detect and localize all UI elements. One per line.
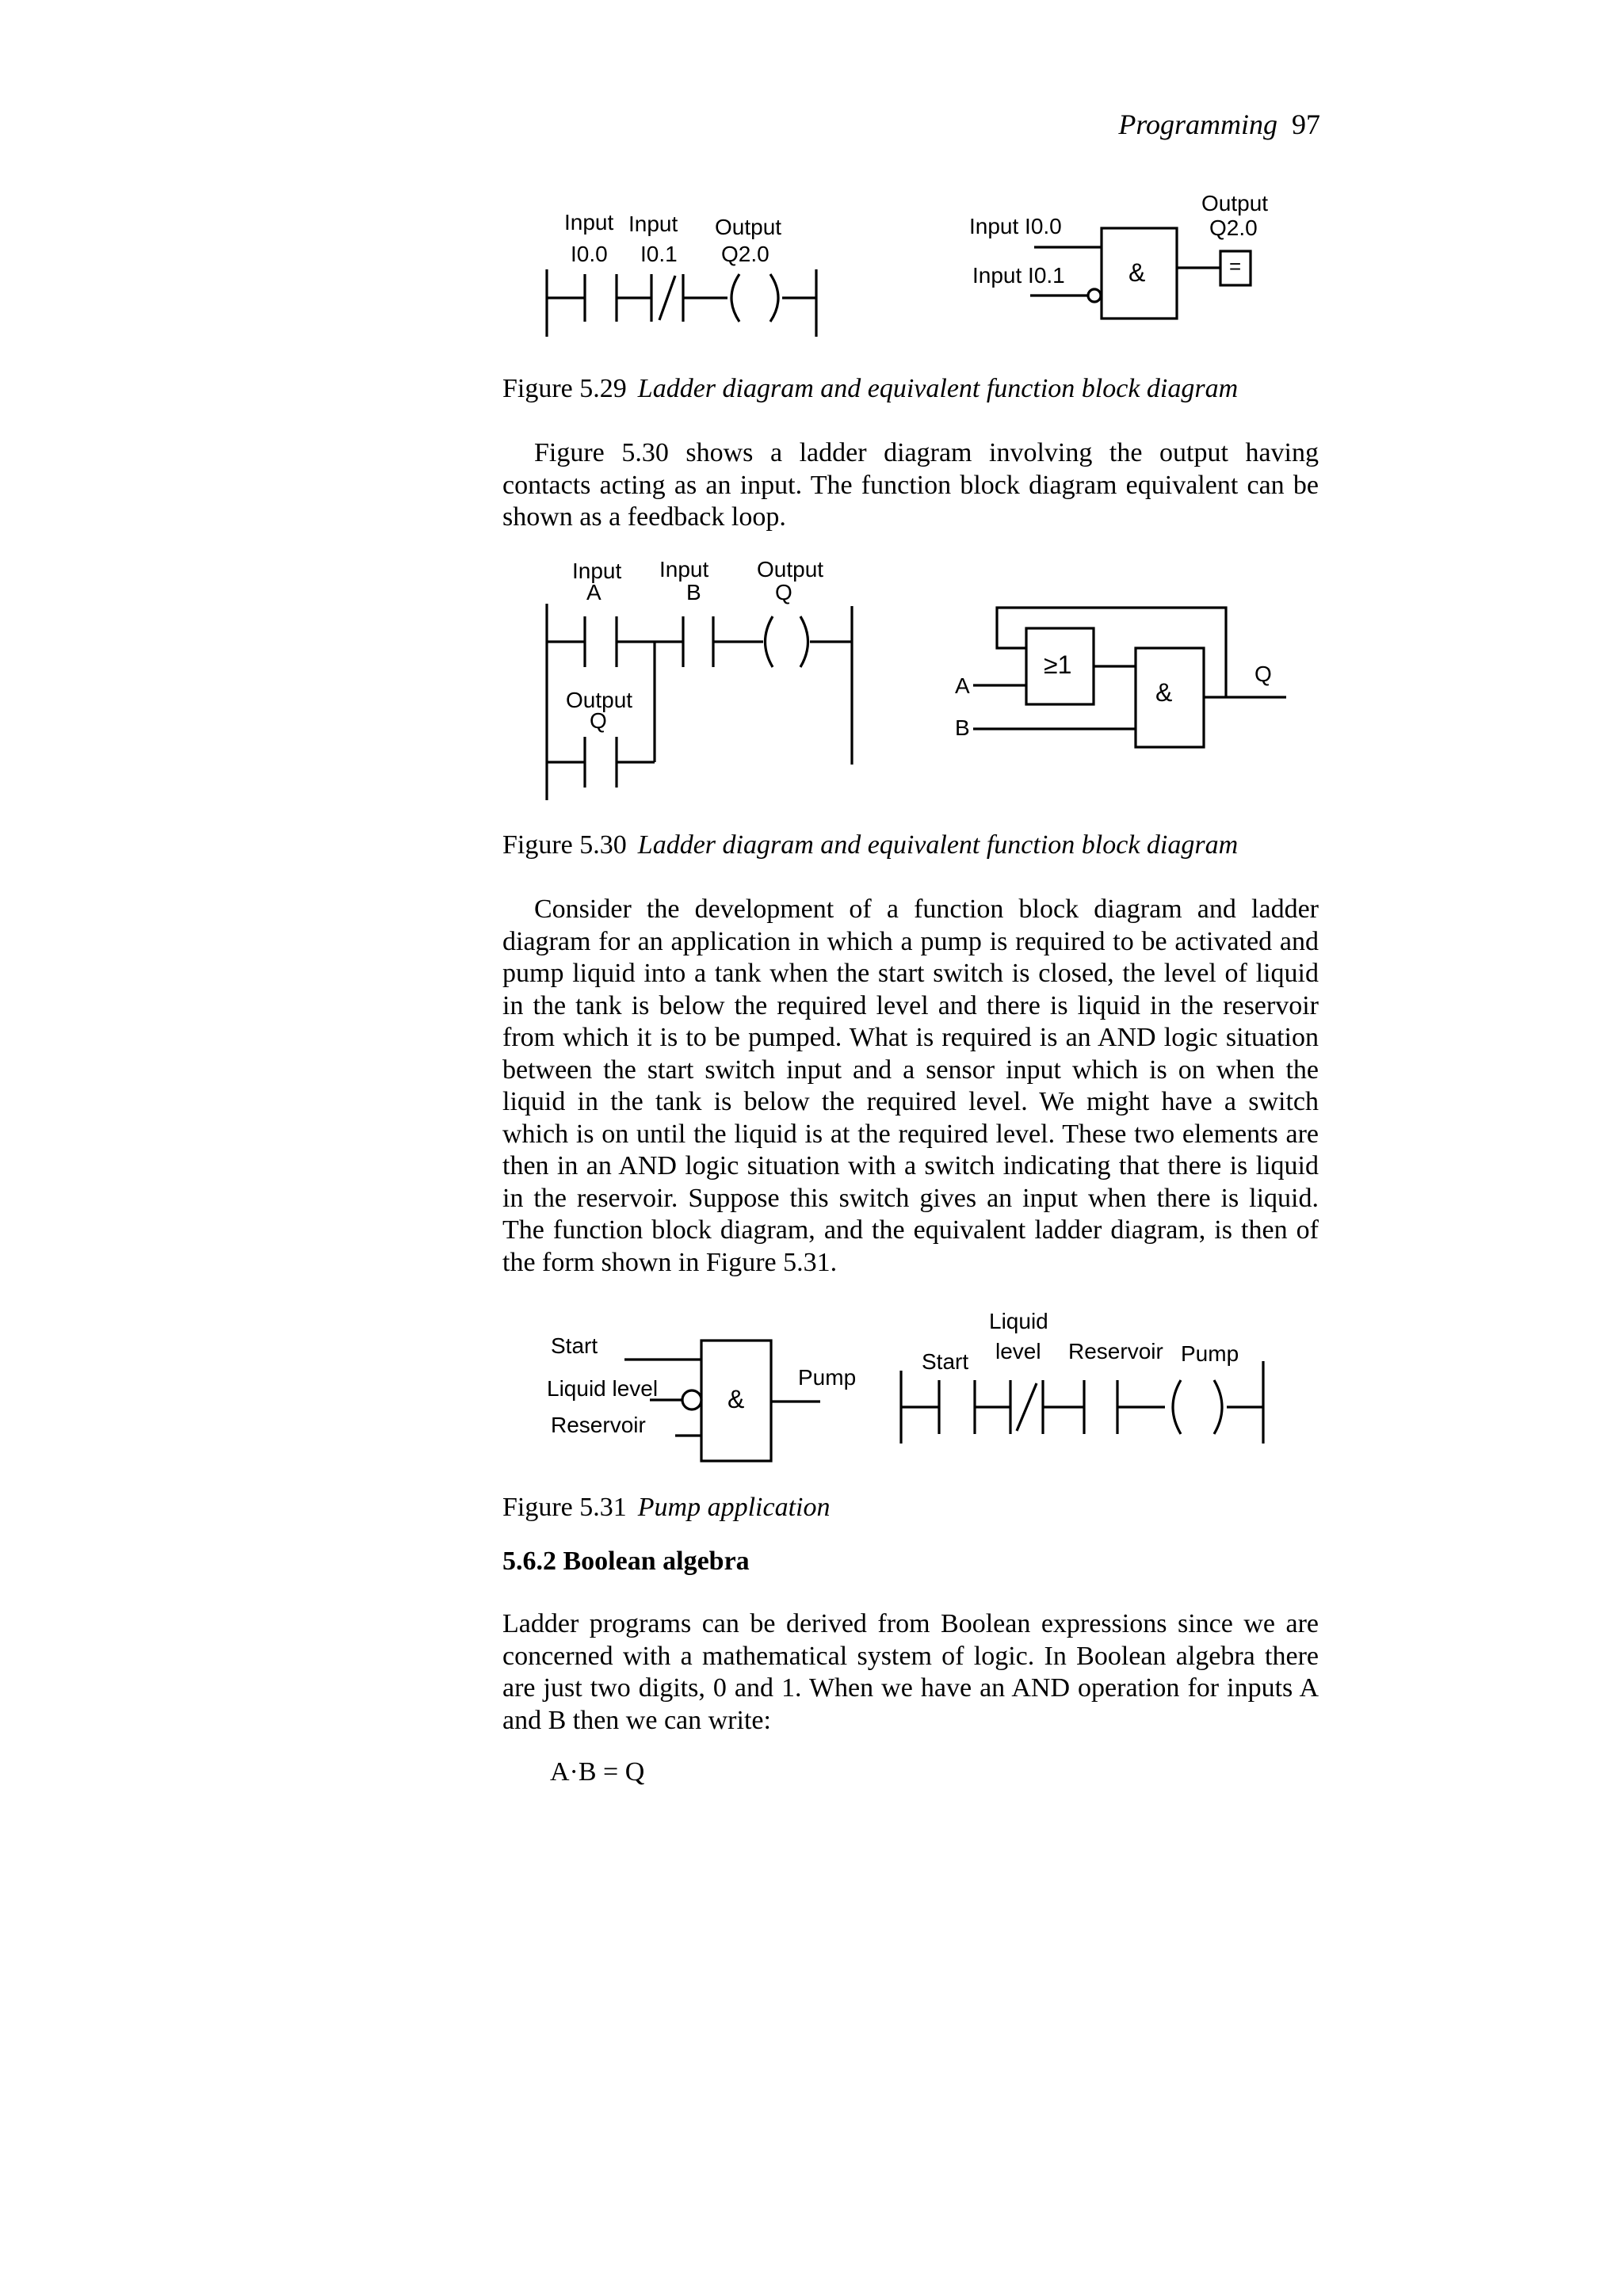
label-start: Start — [551, 1333, 598, 1358]
inversion-circle — [682, 1390, 701, 1409]
label-i0-1: I0.1 — [640, 242, 678, 266]
label-reservoir: Reservoir — [551, 1413, 646, 1437]
function-block-diagram-5-31 — [547, 1333, 856, 1461]
or-symbol: ≥1 — [1044, 650, 1072, 679]
label-output: Output — [715, 215, 782, 239]
label-pump: Pump — [798, 1365, 857, 1390]
label-q: Q — [1254, 662, 1272, 686]
label-b: B — [686, 580, 701, 605]
assign-symbol: = — [1229, 254, 1242, 278]
label-input-a: Input — [572, 559, 622, 583]
label-reservoir: Reservoir — [1068, 1339, 1163, 1363]
label-i0-0: I0.0 — [571, 242, 608, 266]
paragraph-1: Figure 5.30 shows a ladder diagram involving the output having contacts acting as an input. The function block diagram equivalent can be shown as a feedback loop. — [502, 438, 1319, 532]
label-start: Start — [922, 1349, 969, 1374]
and-symbol: & — [1128, 258, 1146, 287]
label-feedback-q: Q — [590, 708, 607, 733]
label-output-q: Output — [757, 557, 824, 582]
label-input-b: Input — [659, 557, 709, 582]
label-a: A — [586, 580, 601, 605]
paragraph-2: Consider the development of a function block diagram and ladder diagram for an application in which a pump is required to be activated and pump liquid into a tank when the start switch is closed, the level of liquid in the tank is below the required level and there is liquid in the reservoir from which it is to be pumped. What is required is an AND logic situation between the start switch input and a sensor input which is on when the liquid in the tank is below the required level. We might have a switch which is on until the liquid is at the required level. These two elements are then in an AND logic situation with a switch indicating that there is liquid in the reservoir. Suppose this switch gives an input when there is liquid. The function block diagram, and the equivalent ladder diagram, is then of the form shown in Figure 5.31. — [502, 894, 1319, 1277]
label-liquid-level: Liquid level — [547, 1376, 659, 1401]
figure-5-31-caption — [502, 1493, 830, 1523]
label-pump: Pump — [1181, 1341, 1239, 1366]
ladder-diagram-5-31 — [901, 1309, 1263, 1444]
caption-number: Figure 5.29 — [502, 374, 627, 403]
label-input-i0-0: Input I0.0 — [969, 214, 1062, 238]
caption-title: Ladder diagram and equivalent function block diagram — [637, 830, 1239, 860]
label-q2-0: Q2.0 — [721, 242, 769, 266]
running-head: Programming — [1118, 109, 1277, 140]
label-a: A — [955, 673, 970, 698]
label-output: Output — [1201, 191, 1269, 215]
label-input-1: Input — [564, 210, 614, 235]
label-liquid: Liquid — [989, 1309, 1048, 1333]
label-q: Q — [775, 580, 792, 605]
paragraph-3: Ladder programs can be derived from Boolean expressions since we are concerned with a mathematical system of logic. In Boolean algebra there are just two digits, 0 and 1. When we have an AND operation for inputs A and B then we can write: — [502, 1609, 1319, 1735]
label-b: B — [955, 715, 970, 740]
caption-title: Pump application — [637, 1493, 831, 1522]
label-q2-0: Q2.0 — [1209, 215, 1258, 240]
label-level: level — [995, 1339, 1041, 1363]
and-symbol: & — [727, 1385, 745, 1413]
caption-number: Figure 5.30 — [502, 830, 627, 860]
equation: A·B = Q — [550, 1757, 645, 1787]
and-symbol: & — [1155, 678, 1173, 707]
label-input-i0-1: Input I0.1 — [972, 263, 1065, 288]
caption-number: Figure 5.31 — [502, 1493, 627, 1522]
output-coil-pump — [1173, 1380, 1181, 1434]
label-input-2: Input — [628, 212, 678, 236]
section-heading: 5.6.2 Boolean algebra — [502, 1547, 750, 1576]
label-feedback-output: Output — [566, 688, 633, 712]
caption-title: Ladder diagram and equivalent function block diagram — [637, 374, 1239, 403]
page-number: 97 — [1292, 109, 1320, 140]
